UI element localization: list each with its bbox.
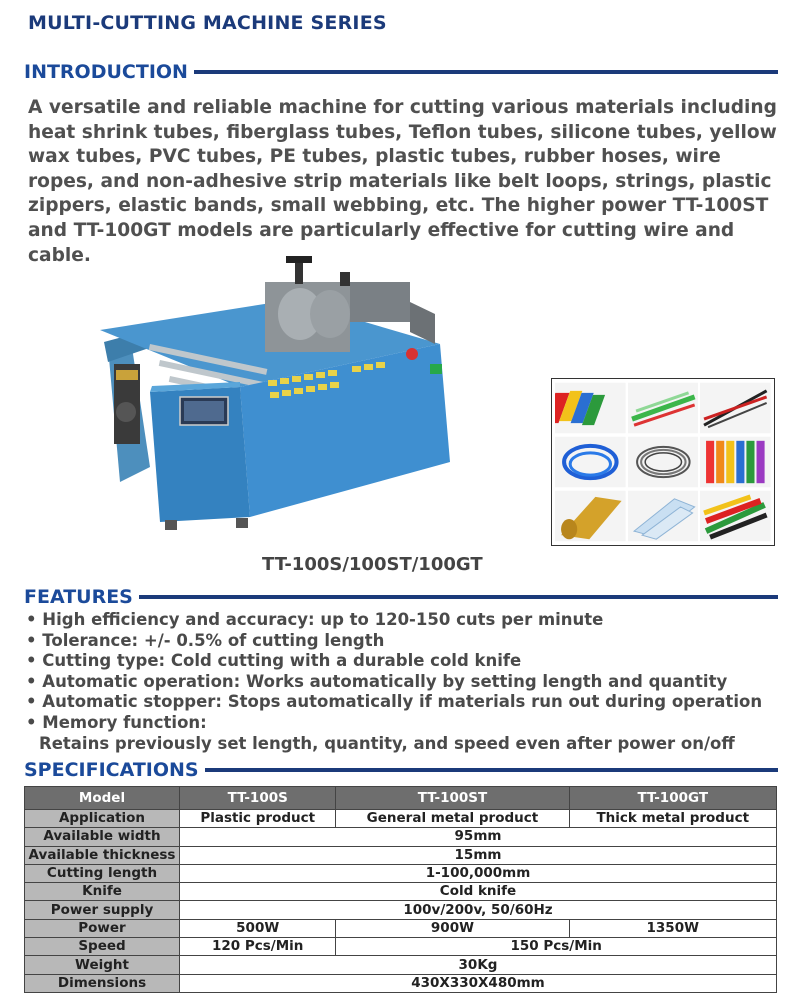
row-header: Power supply — [25, 901, 180, 919]
row-header: Speed — [25, 938, 180, 956]
table-cell: 1350W — [569, 919, 777, 937]
silicone-tubes-image — [628, 382, 699, 434]
model-caption: TT-100S/100ST/100GT — [262, 554, 483, 575]
table-cell: 120 Pcs/Min — [180, 938, 336, 956]
page-title: MULTI-CUTTING MACHINE SERIES — [28, 12, 387, 34]
table-cell: General metal product — [336, 810, 569, 828]
row-header: Available thickness — [25, 846, 180, 864]
feature-item: • Memory function: — [26, 712, 207, 732]
divider — [139, 595, 778, 599]
table-cell: 95mm — [180, 828, 777, 846]
table-cell: 15mm — [180, 846, 777, 864]
feature-item: • Automatic operation: Works automatically by setting length and quantity — [26, 671, 728, 691]
column-header: TT-100S — [180, 787, 336, 810]
table-cell: 150 Pcs/Min — [336, 938, 777, 956]
table-row — [25, 938, 777, 956]
wire-rope-image — [628, 436, 699, 488]
table-cell: Plastic product — [180, 810, 336, 828]
heat-shrink-tubes-image — [555, 382, 626, 434]
table-cell: 100v/200v, 50/60Hz — [180, 901, 777, 919]
table-header-row — [25, 787, 777, 810]
table-cell: 30Kg — [180, 956, 777, 974]
column-header: Model — [25, 787, 180, 810]
introduction-label: INTRODUCTION — [24, 61, 188, 83]
row-header: Application — [25, 810, 180, 828]
features-label: FEATURES — [24, 586, 133, 608]
table-cell: 1-100,000mm — [180, 864, 777, 882]
specifications-heading — [24, 759, 778, 781]
feature-item: • Tolerance: +/- 0.5% of cutting length — [26, 630, 385, 650]
mixed-tubes-image — [700, 490, 771, 542]
table-row — [25, 810, 777, 828]
wire-cables-image — [700, 382, 771, 434]
feature-continuation: Retains previously set length, quantity, and speed even after power on/off — [39, 733, 735, 753]
divider — [194, 70, 778, 74]
column-header: TT-100ST — [336, 787, 569, 810]
features-list — [26, 610, 786, 754]
specifications-label: SPECIFICATIONS — [24, 759, 199, 781]
introduction-heading — [24, 61, 778, 83]
table-cell: Thick metal product — [569, 810, 777, 828]
feature-item: • Cutting type: Cold cutting with a durable cold knife — [26, 651, 522, 671]
row-header: Power — [25, 919, 180, 937]
cutting-machine-image — [90, 252, 460, 552]
clear-film-image — [628, 490, 699, 542]
table-row — [25, 828, 777, 846]
specifications-table — [24, 786, 777, 993]
table-row — [25, 919, 777, 937]
table-cell: 900W — [336, 919, 569, 937]
table-cell: 500W — [180, 919, 336, 937]
row-header: Cutting length — [25, 864, 180, 882]
features-heading — [24, 586, 778, 608]
table-row — [25, 956, 777, 974]
table-row — [25, 901, 777, 919]
row-header: Available width — [25, 828, 180, 846]
column-header: TT-100GT — [569, 787, 777, 810]
table-row — [25, 974, 777, 992]
gold-film-image — [555, 490, 626, 542]
row-header: Weight — [25, 956, 180, 974]
table-cell: Cold knife — [180, 883, 777, 901]
plastic-zippers-image — [700, 436, 771, 488]
intro-paragraph: A versatile and reliable machine for cutting various materials including heat shrink tubes, fiberglass tubes, Teflon tubes, silicone tubes, yellow wax tubes, PVC tubes, PE tubes, plastic tubes, rubber hoses, wire ropes, and non-adhesive strip materials like belt loops, strings, plastic zippers, elastic bands, small webbing, etc. The higher power TT-100ST and TT-100GT models are particularly effective for cutting wire and cable. — [28, 97, 777, 266]
divider — [205, 768, 778, 772]
table-row — [25, 846, 777, 864]
feature-item: • Automatic stopper: Stops automatically if materials run out during operation — [26, 692, 763, 712]
blue-hose-image — [555, 436, 626, 488]
table-row — [25, 864, 777, 882]
materials-collage — [551, 378, 775, 546]
row-header: Dimensions — [25, 974, 180, 992]
table-row — [25, 883, 777, 901]
feature-item: • High efficiency and accuracy: up to 120-150 cuts per minute — [26, 610, 604, 629]
row-header: Knife — [25, 883, 180, 901]
table-cell: 430X330X480mm — [180, 974, 777, 992]
